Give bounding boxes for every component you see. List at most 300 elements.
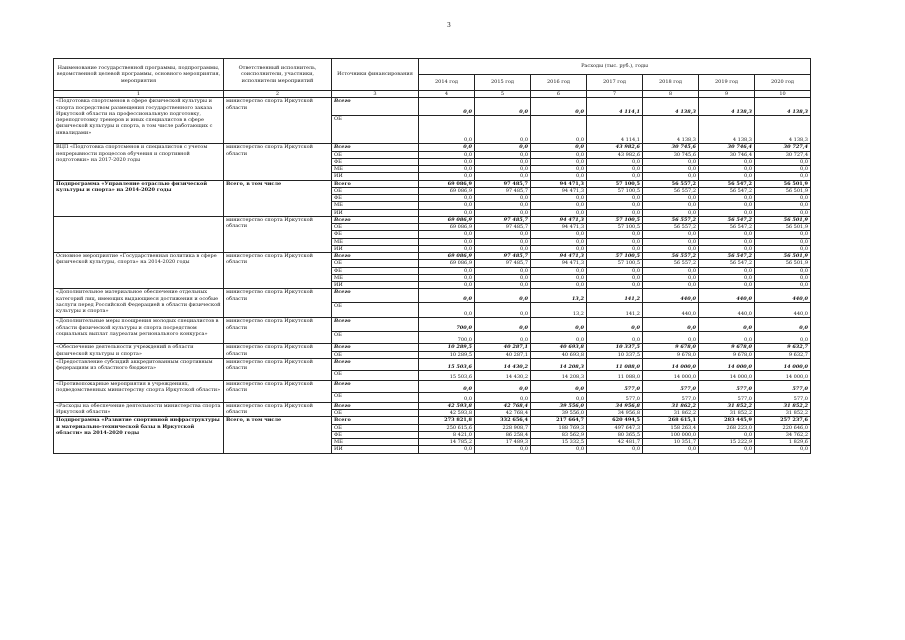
- amount-cell: 440,0: [755, 303, 811, 318]
- funding-source-cell: Всего: [332, 318, 419, 332]
- amount-cell: 9 678,0: [643, 351, 699, 358]
- amount-cell: 440,0: [643, 303, 699, 318]
- amount-cell: 0,0: [475, 151, 531, 158]
- amount-cell: 40 287,1: [475, 344, 531, 351]
- amount-cell: 56 501,9: [755, 187, 811, 194]
- funding-source-cell: МБ: [332, 274, 419, 281]
- amount-cell: 56 547,2: [699, 260, 755, 267]
- amount-cell: 31 852,2: [755, 410, 811, 417]
- amount-cell: 0,0: [419, 144, 475, 151]
- amount-cell: 0,0: [643, 318, 699, 332]
- amount-cell: 0,0: [419, 446, 475, 453]
- table-row: [54, 417, 811, 424]
- program-name-cell: «Противопожарные мероприятия в учреждениях, подведомственных министерству спорта Иркутской области»: [54, 380, 224, 402]
- executor-cell: министерство спорта Иркутской области: [224, 253, 332, 289]
- column-index: 1: [54, 91, 224, 98]
- amount-cell: 30 746,4: [699, 144, 755, 151]
- funding-source-cell: ОБ: [332, 424, 419, 431]
- amount-cell: 0,0: [755, 209, 811, 216]
- amount-cell: 9 632,7: [755, 351, 811, 358]
- amount-cell: 14 208,3: [531, 370, 587, 380]
- amount-cell: 0,0: [699, 173, 755, 180]
- column-index: 2: [224, 91, 332, 98]
- amount-cell: 0,0: [587, 446, 643, 453]
- amount-cell: 10 289,5: [419, 344, 475, 351]
- amount-cell: 14 000,0: [755, 358, 811, 370]
- amount-cell: 9 678,0: [699, 351, 755, 358]
- amount-cell: 158 263,4: [643, 424, 699, 431]
- header-year: 2020 год: [755, 75, 811, 91]
- program-name-cell: «Подготовка спортсменов в сфере физической культуры и спорта посредством размещения государственного заказа Иркутской области на профессиональную подготовку, переподготовку тренеров и иных специалистов в сфере физической культуры и спорта, в том числе работающих с инвалидами»: [54, 98, 224, 144]
- column-index: 6: [531, 91, 587, 98]
- amount-cell: 56 501,9: [755, 216, 811, 223]
- amount-cell: 42 768,4: [475, 410, 531, 417]
- amount-cell: 13,2: [531, 289, 587, 303]
- amount-cell: 15 503,6: [419, 370, 475, 380]
- amount-cell: 0,0: [531, 274, 587, 281]
- amount-cell: 14 000,0: [755, 370, 811, 380]
- program-name-cell: Подпрограмма «Управление отраслью физической культуры и спорта» на 2014-2020 годы: [54, 180, 224, 216]
- amount-cell: 220 646,0: [755, 424, 811, 431]
- amount-cell: 0,0: [755, 173, 811, 180]
- amount-cell: 56 557,2: [643, 180, 699, 187]
- column-index: 10: [755, 91, 811, 98]
- amount-cell: 43 982,6: [587, 144, 643, 151]
- amount-cell: 57 100,5: [587, 187, 643, 194]
- amount-cell: 0,0: [587, 318, 643, 332]
- amount-cell: 0,0: [475, 274, 531, 281]
- column-index: 5: [475, 91, 531, 98]
- funding-source-cell: Всего: [332, 289, 419, 303]
- amount-cell: 0,0: [531, 144, 587, 151]
- amount-cell: 0,0: [643, 209, 699, 216]
- amount-cell: 4 138,3: [755, 98, 811, 116]
- amount-cell: 56 547,2: [699, 180, 755, 187]
- table-row: [54, 289, 811, 303]
- amount-cell: 620 494,5: [587, 417, 643, 424]
- amount-cell: 14 785,2: [419, 439, 475, 446]
- amount-cell: 0,0: [699, 267, 755, 274]
- amount-cell: 42 593,8: [419, 402, 475, 409]
- executor-cell: Всего, в том числе: [224, 417, 332, 453]
- amount-cell: 94 471,3: [531, 260, 587, 267]
- amount-cell: 0,0: [643, 173, 699, 180]
- funding-source-cell: ФБ: [332, 158, 419, 165]
- amount-cell: 268 223,0: [699, 424, 755, 431]
- amount-cell: 0,0: [587, 282, 643, 289]
- amount-cell: 4 138,3: [643, 98, 699, 116]
- amount-cell: 0,0: [587, 332, 643, 344]
- amount-cell: 69 086,9: [419, 187, 475, 194]
- amount-cell: 14 208,3: [531, 358, 587, 370]
- executor-cell: министерство спорта Иркутской области: [224, 289, 332, 318]
- amount-cell: 39 556,0: [531, 402, 587, 409]
- amount-cell: 10 351,7: [643, 439, 699, 446]
- amount-cell: 0,0: [531, 173, 587, 180]
- amount-cell: 0,0: [419, 274, 475, 281]
- funding-source-cell: Всего: [332, 98, 419, 116]
- funding-source-cell: ОБ: [332, 303, 419, 318]
- amount-cell: 268 615,1: [643, 417, 699, 424]
- amount-cell: 0,0: [699, 332, 755, 344]
- table-row: [54, 318, 811, 332]
- amount-cell: 0,0: [643, 332, 699, 344]
- header-program: Наименование государственной программы, подпрограммы, ведомственной целевой программы, основного мероприятия, мероприятия: [54, 59, 224, 91]
- program-name-cell: Подпрограмма «Развитие спортивной инфраструктуры и материально-технической базы в Иркутской области» на 2014-2020 годы: [54, 417, 224, 453]
- funding-source-cell: Всего: [332, 417, 419, 424]
- amount-cell: 0,0: [475, 144, 531, 151]
- funding-source-cell: ФБ: [332, 267, 419, 274]
- funding-source-cell: МБ: [332, 202, 419, 209]
- amount-cell: 0,0: [475, 267, 531, 274]
- amount-cell: 56 501,9: [755, 253, 811, 260]
- table-row: [54, 144, 811, 151]
- amount-cell: 94 471,3: [531, 216, 587, 223]
- amount-cell: 0,0: [419, 267, 475, 274]
- amount-cell: 0,0: [643, 166, 699, 173]
- funding-source-cell: ФБ: [332, 431, 419, 438]
- amount-cell: 34 956,8: [587, 410, 643, 417]
- amount-cell: 69 086,9: [419, 216, 475, 223]
- amount-cell: 0,0: [699, 274, 755, 281]
- table-row: [54, 98, 811, 116]
- amount-cell: 0,0: [531, 195, 587, 202]
- amount-cell: 40 693,8: [531, 351, 587, 358]
- header-year: 2018 год: [643, 75, 699, 91]
- amount-cell: 0,0: [475, 158, 531, 165]
- amount-cell: 10 337,5: [587, 351, 643, 358]
- amount-cell: 10 337,5: [587, 344, 643, 351]
- amount-cell: 0,0: [755, 282, 811, 289]
- amount-cell: 11 088,0: [587, 370, 643, 380]
- amount-cell: 0,0: [419, 151, 475, 158]
- amount-cell: 0,0: [475, 289, 531, 303]
- program-name-cell: ВЦП «Подготовка спортсменов и специалистов с учетом непрерывности процессов обучения и спортивной подготовки» на 2017-2020 годы: [54, 144, 224, 180]
- amount-cell: 0,0: [475, 282, 531, 289]
- amount-cell: 0,0: [755, 245, 811, 252]
- funding-source-cell: ОБ: [332, 351, 419, 358]
- funding-source-cell: ОБ: [332, 187, 419, 194]
- amount-cell: 0,0: [475, 195, 531, 202]
- amount-cell: 9 678,0: [643, 344, 699, 351]
- amount-cell: 0,0: [699, 245, 755, 252]
- amount-cell: 100 000,0: [643, 431, 699, 438]
- funding-source-cell: МБ: [332, 238, 419, 245]
- amount-cell: 0,0: [475, 173, 531, 180]
- amount-cell: 0,0: [643, 195, 699, 202]
- amount-cell: 0,0: [643, 158, 699, 165]
- header-year: 2017 год: [587, 75, 643, 91]
- column-index: 9: [699, 91, 755, 98]
- amount-cell: 56 501,9: [755, 224, 811, 231]
- amount-cell: 0,0: [475, 318, 531, 332]
- amount-cell: 0,0: [475, 446, 531, 453]
- table-row: [54, 380, 811, 392]
- amount-cell: 0,0: [699, 166, 755, 173]
- budget-table: [53, 58, 811, 454]
- amount-cell: 31 862,2: [643, 402, 699, 409]
- amount-cell: 273 821,8: [419, 417, 475, 424]
- funding-source-cell: ОБ: [332, 410, 419, 417]
- amount-cell: 0,0: [699, 238, 755, 245]
- amount-cell: 9 632,7: [755, 344, 811, 351]
- amount-cell: 56 501,9: [755, 180, 811, 187]
- amount-cell: 0,0: [531, 267, 587, 274]
- amount-cell: 577,0: [643, 392, 699, 402]
- amount-cell: 83 562,9: [531, 431, 587, 438]
- amount-cell: 15 222,9: [699, 439, 755, 446]
- table-body: [54, 98, 811, 453]
- amount-cell: 42 481,7: [587, 439, 643, 446]
- funding-source-cell: Всего: [332, 180, 419, 187]
- amount-cell: 0,0: [419, 98, 475, 116]
- funding-source-cell: МБ: [332, 439, 419, 446]
- header-year: 2016 год: [531, 75, 587, 91]
- amount-cell: 0,0: [699, 282, 755, 289]
- amount-cell: 0,0: [419, 209, 475, 216]
- amount-cell: 332 656,4: [475, 417, 531, 424]
- amount-cell: 0,0: [755, 267, 811, 274]
- amount-cell: 0,0: [699, 231, 755, 238]
- amount-cell: 0,0: [419, 238, 475, 245]
- amount-cell: 0,0: [419, 289, 475, 303]
- executor-cell: министерство спорта Иркутской области: [224, 216, 332, 252]
- executor-cell: министерство спорта Иркутской области: [224, 358, 332, 380]
- amount-cell: 94 471,3: [531, 224, 587, 231]
- amount-cell: 577,0: [643, 380, 699, 392]
- amount-cell: 4 138,3: [643, 116, 699, 144]
- amount-cell: 0,0: [755, 231, 811, 238]
- amount-cell: 440,0: [755, 289, 811, 303]
- program-name-cell: «Дополнительное материальное обеспечение отдельных категорий лиц, имеющих выдающиеся достижения и особые заслуги перед Российской Федерацией в области физической культуры и спорта»: [54, 289, 224, 318]
- amount-cell: 57 100,5: [587, 216, 643, 223]
- amount-cell: 0,0: [419, 245, 475, 252]
- amount-cell: 30 745,6: [643, 144, 699, 151]
- executor-cell: министерство спорта Иркутской области: [224, 380, 332, 402]
- column-index: 8: [643, 91, 699, 98]
- funding-source-cell: ОБ: [332, 332, 419, 344]
- funding-source-cell: ИИ: [332, 245, 419, 252]
- amount-cell: 57 100,5: [587, 224, 643, 231]
- amount-cell: 0,0: [475, 392, 531, 402]
- amount-cell: 0,0: [419, 231, 475, 238]
- funding-source-cell: Всего: [332, 358, 419, 370]
- amount-cell: 56 547,2: [699, 224, 755, 231]
- funding-source-cell: Всего: [332, 344, 419, 351]
- amount-cell: 0,0: [755, 446, 811, 453]
- amount-cell: 0,0: [419, 380, 475, 392]
- amount-cell: 0,0: [755, 318, 811, 332]
- amount-cell: 34 762,2: [755, 431, 811, 438]
- funding-source-cell: ИИ: [332, 282, 419, 289]
- amount-cell: 0,0: [419, 173, 475, 180]
- amount-cell: 42 593,8: [419, 410, 475, 417]
- amount-cell: 0,0: [531, 245, 587, 252]
- amount-cell: 0,0: [531, 98, 587, 116]
- amount-cell: 0,0: [531, 231, 587, 238]
- amount-cell: 0,0: [531, 318, 587, 332]
- amount-cell: 0,0: [587, 238, 643, 245]
- amount-cell: 497 647,3: [587, 424, 643, 431]
- amount-cell: 440,0: [643, 289, 699, 303]
- amount-cell: 0,0: [587, 245, 643, 252]
- program-name-cell: «Расходы на обеспечение деятельности министерства спорта Иркутской области»: [54, 402, 224, 417]
- amount-cell: 0,0: [419, 392, 475, 402]
- amount-cell: 31 862,2: [643, 410, 699, 417]
- program-name-cell: «Обеспечение деятельности учреждений в области физической культуры и спорта»: [54, 344, 224, 359]
- amount-cell: 228 908,7: [475, 424, 531, 431]
- amount-cell: 34 956,8: [587, 402, 643, 409]
- amount-cell: 69 086,9: [419, 224, 475, 231]
- amount-cell: 14 000,0: [699, 370, 755, 380]
- amount-cell: 94 471,3: [531, 180, 587, 187]
- amount-cell: 56 557,2: [643, 216, 699, 223]
- amount-cell: 80 365,5: [587, 431, 643, 438]
- amount-cell: 57 100,5: [587, 253, 643, 260]
- amount-cell: 43 982,6: [587, 151, 643, 158]
- amount-cell: 217 664,7: [531, 417, 587, 424]
- header-source: Источники финансирования: [332, 59, 419, 91]
- executor-cell: министерство спорта Иркутской области: [224, 318, 332, 344]
- amount-cell: 0,0: [475, 166, 531, 173]
- program-name-cell: [54, 216, 224, 252]
- amount-cell: 0,0: [587, 274, 643, 281]
- amount-cell: 577,0: [755, 392, 811, 402]
- amount-cell: 0,0: [531, 202, 587, 209]
- amount-cell: 0,0: [531, 282, 587, 289]
- amount-cell: 577,0: [587, 380, 643, 392]
- table-row: [54, 358, 811, 370]
- amount-cell: 700,0: [419, 318, 475, 332]
- amount-cell: 8 421,0: [419, 431, 475, 438]
- amount-cell: 0,0: [475, 98, 531, 116]
- amount-cell: 31 852,2: [699, 402, 755, 409]
- amount-cell: 577,0: [699, 380, 755, 392]
- amount-cell: 0,0: [475, 231, 531, 238]
- amount-cell: 97 485,7: [475, 260, 531, 267]
- executor-cell: Всего, в том числе: [224, 180, 332, 216]
- program-name-cell: «Предоставление субсидий аккредитованным спортивным федерациям из областного бюджета»: [54, 358, 224, 380]
- executor-cell: министерство спорта Иркутской области: [224, 344, 332, 359]
- amount-cell: 57 100,5: [587, 180, 643, 187]
- header-year: 2014 год: [419, 75, 475, 91]
- executor-cell: министерство спорта Иркутской области: [224, 144, 332, 180]
- amount-cell: 56 547,2: [699, 253, 755, 260]
- amount-cell: 30 727,4: [755, 144, 811, 151]
- amount-cell: 0,0: [643, 238, 699, 245]
- amount-cell: 57 100,5: [587, 260, 643, 267]
- amount-cell: 0,0: [531, 209, 587, 216]
- amount-cell: 56 557,2: [643, 224, 699, 231]
- amount-cell: 0,0: [587, 267, 643, 274]
- header-executor: Ответственный исполнитель, соисполнители, участники, исполнители мероприятий: [224, 59, 332, 91]
- amount-cell: 15 332,5: [531, 439, 587, 446]
- funding-source-cell: ОБ: [332, 116, 419, 144]
- amount-cell: 56 557,2: [643, 187, 699, 194]
- amount-cell: 0,0: [475, 238, 531, 245]
- amount-cell: 0,0: [699, 446, 755, 453]
- program-name-cell: «Дополнительные меры поощрения молодых специалистов в области физической культуры и спорта посредством социальных выплат лауреатам регионального конкурса»: [54, 318, 224, 344]
- amount-cell: 30 727,4: [755, 151, 811, 158]
- amount-cell: 0,0: [643, 202, 699, 209]
- executor-cell: министерство спорта Иркутской области: [224, 402, 332, 417]
- amount-cell: 577,0: [587, 392, 643, 402]
- funding-source-cell: Всего: [332, 253, 419, 260]
- amount-cell: 577,0: [699, 392, 755, 402]
- amount-cell: 94 471,3: [531, 253, 587, 260]
- program-name-cell: Основное мероприятие «Государственная политика в сфере физической культуры, спорта» на 2014-2020 годы: [54, 253, 224, 289]
- funding-source-cell: Всего: [332, 402, 419, 409]
- amount-cell: 0,0: [475, 245, 531, 252]
- funding-source-cell: ИИ: [332, 446, 419, 453]
- amount-cell: 13,2: [531, 303, 587, 318]
- amount-cell: 97 485,7: [475, 253, 531, 260]
- amount-cell: 0,0: [475, 332, 531, 344]
- amount-cell: 14 000,0: [643, 370, 699, 380]
- amount-cell: 0,0: [531, 158, 587, 165]
- amount-cell: 0,0: [755, 332, 811, 344]
- amount-cell: 0,0: [475, 209, 531, 216]
- funding-source-cell: Всего: [332, 380, 419, 392]
- funding-source-cell: Всего: [332, 144, 419, 151]
- amount-cell: 577,0: [755, 380, 811, 392]
- amount-cell: 86 258,4: [475, 431, 531, 438]
- amount-cell: 0,0: [531, 332, 587, 344]
- funding-source-cell: Всего: [332, 216, 419, 223]
- amount-cell: 14 000,0: [699, 358, 755, 370]
- amount-cell: 4 138,3: [755, 116, 811, 144]
- amount-cell: 141,2: [587, 289, 643, 303]
- amount-cell: 0,0: [475, 202, 531, 209]
- amount-cell: 31 852,2: [755, 402, 811, 409]
- amount-cell: 0,0: [699, 202, 755, 209]
- amount-cell: 440,0: [699, 303, 755, 318]
- amount-cell: 4 138,3: [699, 116, 755, 144]
- table-row: [54, 216, 811, 223]
- amount-cell: 0,0: [419, 116, 475, 144]
- amount-cell: 0,0: [419, 158, 475, 165]
- amount-cell: 30 745,6: [643, 151, 699, 158]
- amount-cell: 0,0: [587, 202, 643, 209]
- amount-cell: 42 768,4: [475, 402, 531, 409]
- amount-cell: 0,0: [643, 274, 699, 281]
- amount-cell: 14 000,0: [643, 358, 699, 370]
- amount-cell: 56 547,2: [699, 187, 755, 194]
- table-row: [54, 180, 811, 187]
- amount-cell: 0,0: [475, 380, 531, 392]
- amount-cell: 0,0: [419, 195, 475, 202]
- executor-cell: министерство спорта Иркутской области: [224, 98, 332, 144]
- amount-cell: 0,0: [531, 446, 587, 453]
- amount-cell: 250 615,6: [419, 424, 475, 431]
- amount-cell: 14 430,2: [475, 358, 531, 370]
- amount-cell: 0,0: [643, 245, 699, 252]
- amount-cell: 69 086,9: [419, 180, 475, 187]
- funding-source-cell: ИИ: [332, 209, 419, 216]
- funding-source-cell: ОБ: [332, 370, 419, 380]
- amount-cell: 9 678,0: [699, 344, 755, 351]
- amount-cell: 0,0: [755, 195, 811, 202]
- funding-source-cell: ФБ: [332, 195, 419, 202]
- amount-cell: 700,0: [419, 332, 475, 344]
- amount-cell: 0,0: [531, 151, 587, 158]
- amount-cell: 40 693,8: [531, 344, 587, 351]
- amount-cell: 56 557,2: [643, 260, 699, 267]
- amount-cell: 97 485,7: [475, 224, 531, 231]
- column-index: 7: [587, 91, 643, 98]
- amount-cell: 0,0: [419, 282, 475, 289]
- amount-cell: 0,0: [587, 231, 643, 238]
